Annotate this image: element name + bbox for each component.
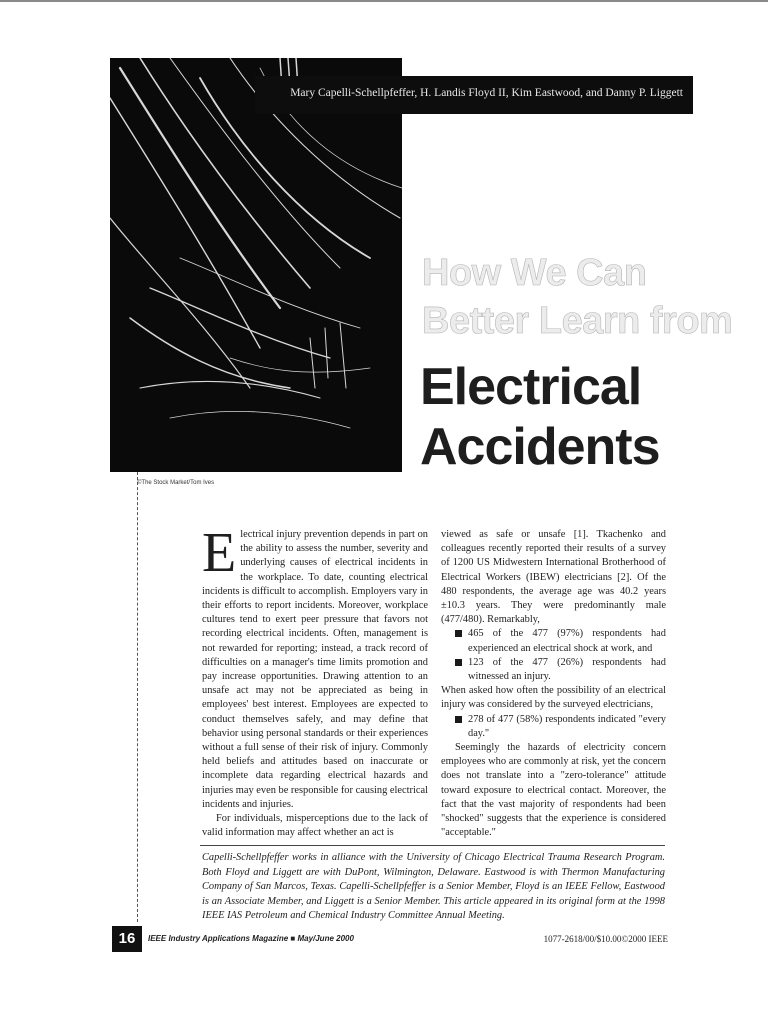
paragraph-1-text: lectrical injury prevention depends in part on the ability to assess the number, severity and underlying causes of electrical incidents in the workplace. To date, counting electrical incidents is difficult to accomplish. Employers vary in their efforts to report incidents. Moreover, workplace cultures tend to exert peer pressure that favors not recording electrical incidents. Often, management is not rewarded for reporting; instead, a track record of difficulties on a manager's time limits promotion and pay increase opportunities. Drawing attention to an unsafe act may not be appreciated as being in employees' best interest. Employees are expected to conduct themselves safely, and may define that behavior using personal standards or their experiences without a full sense of their risk of injury. Commonly held beliefs and attitudes based on inaccurate or incomplete data regarding electrical hazards and injuries may even be responsible for causing electrical incidents and injuries. — [202, 529, 428, 810]
page-number: 16 — [112, 926, 142, 952]
body-paragraph-3: viewed as safe or unsafe [1]. Tkachenko and colleagues recently reported their results of a survey of 1200 US Midwestern International Brotherhood of Electrical Workers (IBEW) electricians [2]. Of the 480 respondents, the average age was 40.2 years ±10.3 years. They were predominantly male (477/480). Remarkably, — [441, 529, 666, 626]
title-line-1: How We Can — [422, 252, 647, 294]
body-column-left — [202, 522, 428, 840]
title-line-2: Better Learn from — [422, 300, 733, 342]
doi-line: 1077-2618/00/$10.00©2000 IEEE — [543, 934, 668, 944]
page-footer — [112, 926, 668, 952]
body-paragraph-1 — [202, 522, 428, 812]
drop-cap: E — [202, 522, 237, 584]
bio-divider — [200, 845, 665, 846]
body-paragraph-5: Seemingly the hazards of electricity concern employees who are commonly at risk, yet the concern does not translate into a "zero-tolerance" attitude toward exposure to electrical contact. Moreover, the fact that the vast majority of respondents had been "shocked" suggests that the experience is considered "acceptable." — [441, 742, 666, 839]
author-bio: Capelli-Schellpfeffer works in alliance with the University of Chicago Electrical Trauma Research Program. Both Floyd and Liggett are with DuPont, Wilmington, Delaware. Eastwood is with Thermon Manufacturing Company of San Marcos, Texas. Capelli-Schellpfeffer is a Senior Member, Floyd is an IEEE Fellow, Eastwood is an Associate Member, and Liggett is a Senior Member. This article appeared in its original form at the 1998 IEEE IAS Petroleum and Chemical Industry Committee Annual Meeting. — [202, 852, 665, 921]
bullet-text: 278 of 477 (58%) respondents indicated "every day." — [468, 713, 666, 739]
margin-rule — [137, 472, 138, 922]
photo-credit: ©The Stock Market/Tom Ives — [137, 480, 215, 486]
bullet-square-icon — [455, 659, 462, 666]
journal-name: IEEE Industry Applications Magazine ■ May/June 2000 — [148, 934, 354, 943]
list-item — [441, 627, 666, 655]
lightning-streaks-image — [110, 58, 402, 472]
author-byline: Mary Capelli-Schellpfeffer, H. Landis Floyd II, Kim Eastwood, and Danny P. Liggett — [255, 76, 693, 114]
body-paragraph-2: For individuals, misperceptions due to the lack of valid information may affect whether an act is — [202, 813, 428, 839]
body-paragraph-4: When asked how often the possibility of an electrical injury was considered by the surveyed electricians, — [441, 685, 666, 711]
bullet-square-icon — [455, 630, 462, 637]
bullet-text: 465 of the 477 (97%) respondents had experienced an electrical shock at work, and — [468, 628, 666, 654]
bullet-list-2 — [441, 713, 666, 741]
list-item — [441, 656, 666, 684]
list-item — [441, 713, 666, 741]
bullet-list-1 — [441, 627, 666, 684]
bullet-square-icon — [455, 716, 462, 723]
bullet-text: 123 of the 477 (26%) respondents had witnessed an injury. — [468, 656, 666, 683]
title-line-3: Electrical — [420, 358, 642, 416]
top-rule — [0, 0, 768, 2]
lightning-photo — [110, 58, 402, 472]
title-line-4: Accidents — [420, 418, 660, 476]
body-column-right — [441, 528, 666, 840]
